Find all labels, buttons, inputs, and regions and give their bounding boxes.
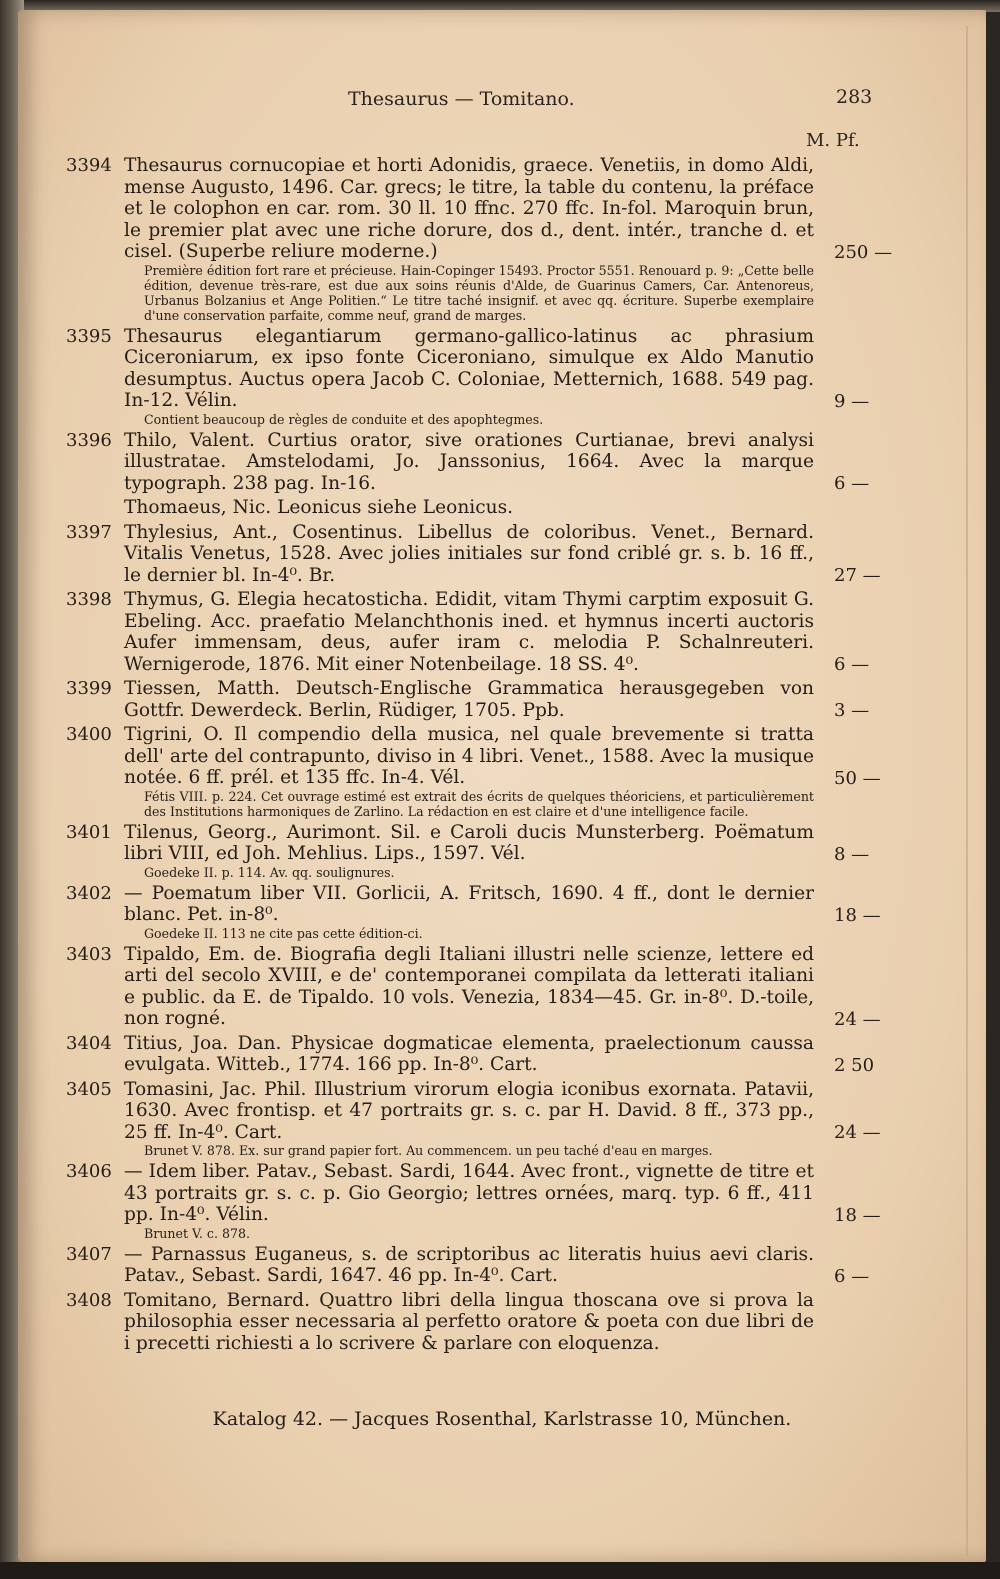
- catalog-entry: [66, 822, 896, 880]
- entry-number: 3396: [66, 429, 112, 451]
- entry-description: Tomitano, Bernard. Quattro libri della lingua thoscana ove si prova la philosophia esser necessaria al perfetto oratore & poeta con due libri de i precetti richiesti a lo scrivere & parlare con eloquenza.: [124, 1289, 814, 1354]
- running-title: Thesaurus — Tomitano.: [348, 88, 575, 110]
- entry-description: Tigrini, O. Il compendio della musica, nel quale brevemente si tratta dell' arte del contrapunto, diviso in 4 libri. Venet., 1588. Avec la musique notée. 6 ff. prél. et 135 ffc. In-4. Vél.: [124, 724, 814, 788]
- page-number: 283: [836, 86, 873, 108]
- entry-number: 3404: [66, 1032, 112, 1054]
- catalog-entry: [66, 944, 896, 1030]
- entry-description: Tomasini, Jac. Phil. Illustrium virorum elogia iconibus exornata. Patavii, 1630. Avec frontisp. et 47 portraits gr. s. c. par H. David. 8 ff., 373 pp., 25 ff. In-4⁰. Cart.: [124, 1078, 814, 1143]
- entry-description: — Idem liber. Patav., Sebast. Sardi, 1644. Avec front., vignette de titre et 43 portraits gr. s. c. p. Gio Georgio; lettres ornées, marq. typ. 6 ff., 411 pp. In-4⁰. Vélin.: [124, 1161, 814, 1225]
- entry-description: — Parnassus Euganeus, s. de scriptoribus ac literatis huius aevi claris. Patav., Sebast. Sardi, 1647. 46 pp. In-4⁰. Cart.: [124, 1243, 814, 1286]
- entry-price: 6 —: [834, 1265, 870, 1287]
- price-column-header: M. Pf.: [806, 130, 860, 151]
- catalog-entry: [66, 1033, 896, 1076]
- running-header: [18, 88, 986, 118]
- entry-note: Brunet V. 878. Ex. sur grand papier fort. Au commencem. un peu taché d'eau en marges.: [144, 1143, 713, 1158]
- entry-description: Thymus, G. Elegia hecatosticha. Edidit, vitam Thymi carptim exposuit G. Ebeling. Acc. praefatio Melanchthonis ined. et hymnus incerti auctoris Aufer immensam, deus, aufer iram c. melodia P. Schalnreuteri. Wernigerode, 1876. Mit einer Notenbeilage. 18 SS. 4⁰.: [124, 589, 814, 675]
- entry-number: 3397: [66, 521, 112, 543]
- entry-number: 3394: [66, 155, 112, 176]
- entry-price: 24 —: [834, 1008, 881, 1030]
- entry-note: Contient beaucoup de règles de conduite et des apophtegmes.: [144, 411, 544, 427]
- entry-price: 6 —: [834, 473, 870, 494]
- entry-price: 18 —: [834, 904, 881, 926]
- entry-note: Goedeke II. p. 114. Av. qq. soulignures.: [144, 864, 395, 880]
- catalog-entry: [66, 678, 896, 721]
- entry-description: Tiessen, Matth. Deutsch-Englische Grammatica herausgegeben von Gottfr. Dewerdeck. Berlin, Rüdiger, 1705. Ppb.: [124, 678, 814, 721]
- catalog-entry: [66, 155, 896, 323]
- entry-number: 3407: [66, 1243, 112, 1265]
- catalog-entries: [66, 155, 896, 1357]
- entry-description: Tipaldo, Em. de. Biografia degli Italiani illustri nelle scienze, lettere ed arti del secolo XVIII, e de' contemporanei compilata da letterati italiani e public. da E. de Tipaldo. 10 vols. Venezia, 1834—45. Gr. in-8⁰. D.-toile, non rogné.: [124, 943, 814, 1029]
- entry-note: Fétis VIII. p. 224. Cet ouvrage estimé est extrait des écrits de quelques théoriciens, et particulièrement des Institutions harmoniques de Zarlino. La rédaction en est claire et d'une intelligence facile.: [144, 788, 814, 819]
- entry-number: 3399: [66, 678, 112, 699]
- entry-price: 3 —: [834, 700, 870, 721]
- entry-description: Tilenus, Georg., Aurimont. Sil. e Caroli ducis Munsterberg. Poëmatum libri VIII, ed Joh. Mehlius. Lips., 1597. Vél.: [124, 821, 814, 864]
- entry-number: 3401: [66, 821, 112, 843]
- entry-description: Thylesius, Ant., Cosentinus. Libellus de coloribus. Venet., Bernard. Vitalis Venetus, 1528. Avec jolies initiales sur fond criblé gr. s. b. 16 ff., le dernier bl. In-4⁰. Br.: [124, 521, 814, 586]
- entry-price: 24 —: [834, 1122, 881, 1143]
- catalog-entry: [66, 1290, 896, 1355]
- entry-description: Thesaurus cornucopiae et horti Adonidis, graece. Venetiis, in domo Aldi, mense Augusto, 1496. Car. grecs; le titre, la table du contenu, la préface et le colophon en car. rom. 30 ll. 10 ffnc. 270 ffc. In-fol. Maroquin brun, le premier plat avec une riche dorure, dos d., dent. intér., tranche d. et cisel. (Superbe reliure moderne.): [124, 155, 814, 262]
- entry-description: — Poematum liber VII. Gorlicii, A. Fritsch, 1690. 4 ff., dont le dernier blanc. Pet. in-8⁰.: [124, 882, 814, 925]
- entry-description: Titius, Joa. Dan. Physicae dogmaticae elementa, praelectionum caussa evulgata. Witteb., 1774. 166 pp. In-8⁰. Cart.: [124, 1032, 814, 1075]
- catalog-entry: [66, 724, 896, 819]
- entry-description: Thilo, Valent. Curtius orator, sive orationes Curtianae, brevi analysi illustratae. Amstelodami, Jo. Janssonius, 1664. Avec la marque typograph. 238 pag. In-16.: [124, 429, 814, 494]
- entry-number: 3398: [66, 589, 112, 610]
- catalog-entry: [66, 1079, 896, 1159]
- entry-price: 6 —: [834, 654, 870, 675]
- entry-number: 3405: [66, 1078, 112, 1100]
- catalog-entry: [66, 326, 896, 427]
- entry-number: 3403: [66, 943, 112, 965]
- catalog-entry: [66, 589, 896, 675]
- entry-price: 8 —: [834, 843, 870, 865]
- entry-price: 250 —: [834, 241, 893, 263]
- entry-number: 3406: [66, 1161, 112, 1182]
- scan-bottom-edge: [0, 1562, 1000, 1579]
- catalog-footer: Katalog 42. — Jacques Rosenthal, Karlstrasse 10, München.: [212, 1408, 792, 1430]
- catalog-entry: [66, 1244, 896, 1287]
- entry-description: Thomaeus, Nic. Leonicus siehe Leonicus.: [124, 497, 514, 518]
- entry-note: Première édition fort rare et précieuse. Hain-Copinger 15493. Proctor 5551. Renouard p. 9: „Cette belle édition, devenue très-rare, est due aux soins réunis d'Alde, de Guarinus Camers, Car. Antenoreus, Urbanus Bolzanius et Ange Politien.“ Le titre taché insignif. et avec qq. écriture. Superbe exemplaire d'une conservation parfaite, comme neuf, grand de marges.: [144, 262, 814, 323]
- entry-price: 2 50: [834, 1054, 875, 1076]
- catalog-entry: [66, 1161, 896, 1241]
- entry-number: 3400: [66, 724, 112, 745]
- entry-price: 9 —: [834, 390, 870, 412]
- catalog-entry: [66, 522, 896, 587]
- entry-number: 3402: [66, 882, 112, 904]
- catalog-page: [18, 10, 986, 1562]
- entry-note: Goedeke II. 113 ne cite pas cette édition-ci.: [144, 925, 423, 941]
- entry-price: 50 —: [834, 767, 881, 789]
- entry-number: 3408: [66, 1289, 112, 1311]
- catalog-entry: [66, 430, 896, 495]
- entry-price: 18 —: [834, 1204, 881, 1226]
- entry-note: Brunet V. c. 878.: [144, 1225, 251, 1241]
- page-fold-line: [966, 26, 968, 1556]
- entry-description: Thesaurus elegantiarum germano-gallico-latinus ac phrasium Ciceroniarum, ex ipso fonte Ciceroniano, simulque ex Aldo Manutio desumptus. Auctus opera Jacob C. Coloniae, Metternich, 1688. 549 pag. In-12. Vélin.: [124, 325, 814, 411]
- catalog-entry: [66, 883, 896, 941]
- entry-price: 27 —: [834, 565, 881, 586]
- catalog-entry: [66, 497, 896, 519]
- entry-number: 3395: [66, 325, 112, 347]
